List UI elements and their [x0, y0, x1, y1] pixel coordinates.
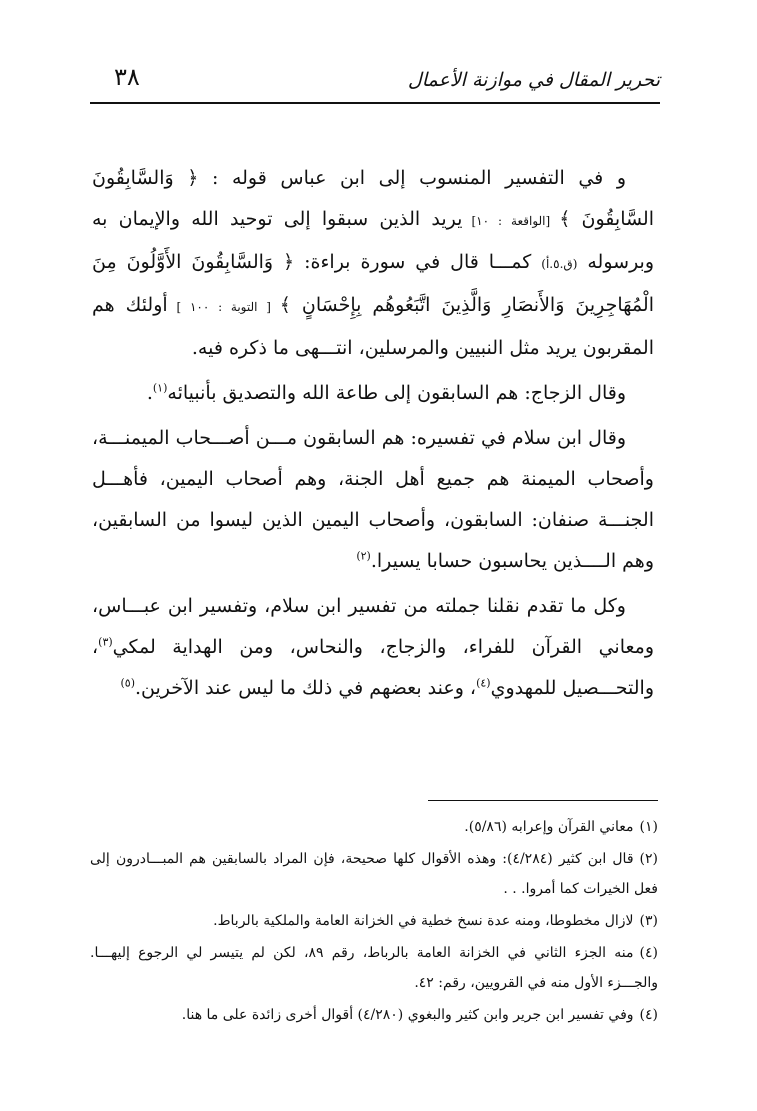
text-run: و في التفسير المنسوب إلى ابن عباس قوله : [198, 167, 626, 189]
paragraph-1 [92, 158, 654, 369]
page-header [90, 62, 660, 104]
paragraph-4 [92, 586, 654, 709]
footnote-text: وفي تفسير ابن جرير وابن كثير والبغوي (٤/٢٨٠) أقوال أخرى زائدة على ما هنا. [181, 1007, 634, 1023]
text-run: وقال ابن سلام في تفسيره: هم السابقون مـــن أصـــحاب الميمنـــة، وأصحاب الميمنة هم جميع أهل الجنة، وهم أصحاب اليمين، فأهـــل الجنـــة صنفان: السابقون، وأصحاب اليمين الذين ليسوا من السابقين، وهم الــــذين يحاسبون حسابا يسيرا. [92, 427, 654, 572]
verse-reference: [الواقعة : ١٠] [462, 214, 560, 228]
text-run: ، وعند بعضهم في ذلك ما ليس عند الآخرين. [134, 677, 477, 699]
footnote-text: لازال مخطوطا، ومنه عدة نسخ خطية في الخزانة العامة والملكية بالرباط. [213, 913, 634, 929]
footnote-number: (١) [639, 819, 658, 835]
footnote-number: (٤) [639, 945, 658, 961]
manuscript-reference: (ق.٥.أ) [541, 257, 578, 271]
main-text [92, 158, 654, 713]
text-run: وكل ما تقدم نقلنا جملته من تفسير ابن سلام، وتفسير ابن عبـــاس، ومعاني القرآن للفراء، والزجاج، والنحاس، ومن الهداية لمكي [92, 595, 654, 658]
text-run: كمـــا قال في سورة براءة: [294, 251, 542, 273]
footnotes [90, 812, 658, 1032]
footnote-ref[interactable]: (٤) [476, 676, 491, 690]
footnote-5 [90, 1000, 658, 1030]
page-number: ٣٨ [114, 63, 140, 91]
text-run: وقال الزجاج: هم السابقون إلى طاعة الله والتصديق بأنبيائه [167, 382, 626, 404]
footnote-1 [90, 812, 658, 842]
text-run: ، والتحـــصيل للمهدوي [92, 636, 654, 699]
text-run: يريد الذين سبقوا إلى توحيد الله والإيمان به وبرسوله [92, 208, 655, 273]
footnote-ref[interactable]: (١) [152, 381, 168, 395]
quran-verse: ﴿ وَالسَّابِقُونَ السَّابِقُونَ ﴾ [92, 167, 655, 230]
paragraph-2 [92, 373, 654, 414]
footnote-2 [90, 844, 658, 904]
quran-verse: ﴿ وَالسَّابِقُونَ الأَوَّلُونَ مِنَ الْمُهَاجِرِينَ وَالأَنصَارِ وَالَّذِينَ اتَّبَعُوهُم بِإِحْسَانٍ ﴾ [92, 251, 654, 316]
paragraph-3 [92, 418, 654, 582]
footnote-ref[interactable]: (٣) [98, 635, 113, 649]
footnote-ref[interactable]: (٥) [120, 676, 135, 690]
footnote-text: قال ابن كثير (٤/٢٨٤): وهذه الأقوال كلها صحيحة، فإن المراد بالسابقين هم المبـــادرون إلى فعل الخيرات كما أمروا. . . [90, 851, 658, 897]
running-title: تحرير المقال في موازنة الأعمال [407, 69, 660, 91]
footnote-number: (٢) [639, 851, 658, 867]
verse-reference: [ التوبة : ١٠٠ ] [167, 300, 280, 314]
footnote-ref[interactable]: (٢) [356, 549, 371, 563]
footnote-number: (٣) [639, 913, 658, 929]
footnote-divider [428, 800, 658, 801]
footnote-number: (٤) [639, 1007, 658, 1023]
footnote-text: معاني القرآن وإعرابه (٥/٨٦). [464, 819, 634, 835]
text-run: أولئك هم المقربون يريد مثل النبيين والمرسلين، انتـــهى ما ذكره فيه. [92, 294, 654, 359]
footnote-3 [90, 906, 658, 936]
footnote-4 [90, 938, 658, 998]
footnote-text: منه الجزء الثاني في الخزانة العامة بالرباط، رقم ٨٩، لكن لم يتيسر لي الرجوع إليهـــا. والجـــزء الأول منه في القرويين، رقم: ٤٢. [90, 945, 658, 991]
text-run: . [146, 382, 153, 404]
